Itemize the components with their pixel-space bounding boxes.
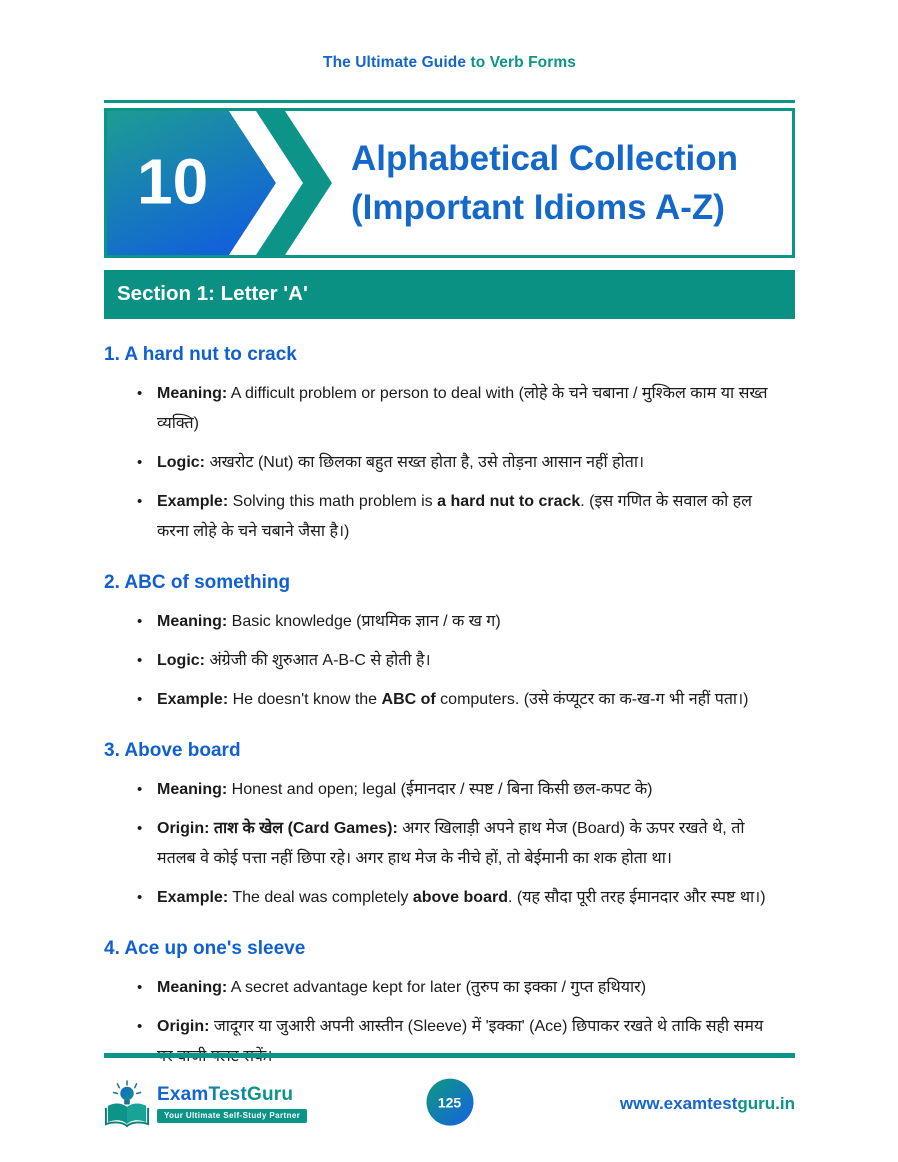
- page-footer: [104, 1053, 795, 1130]
- idiom-title: 1. A hard nut to crack: [104, 344, 297, 365]
- idiom-entry: [104, 938, 795, 1072]
- bullet-text: A secret advantage kept for later (तुरुप का इक्का / गुप्त हथियार): [227, 979, 647, 996]
- content-column: [104, 0, 795, 1081]
- chapter-title-line1: Alphabetical Collection: [351, 139, 738, 178]
- bullet-bold-text: ABC of: [381, 691, 436, 708]
- website-link[interactable]: [620, 1094, 795, 1114]
- idiom-bullet: [135, 973, 783, 1003]
- chapter-number: 10: [137, 145, 209, 218]
- website-link-part1: www.examtest: [619, 1094, 738, 1113]
- brand-wordmark: [157, 1085, 307, 1106]
- idiom-bullet: [135, 448, 783, 478]
- bullet-bold-text: Meaning:: [157, 979, 228, 996]
- idiom-title: 4. Ace up one's sleeve: [104, 938, 306, 959]
- bullet-bold-text: Origin: ताश के खेल (Card Games):: [157, 820, 398, 837]
- idiom-bullet: [135, 775, 783, 805]
- bullet-text: . (यह सौदा पूरी तरह ईमानदार और स्पष्ट था।): [507, 889, 766, 906]
- idiom-bullet: [135, 883, 783, 913]
- bullet-bold-text: a hard nut to crack: [437, 493, 581, 510]
- bullet-text: computers. (उसे कंप्यूटर का क-ख-ग भी नहीं पता।): [435, 691, 749, 708]
- idiom-entry: [104, 572, 795, 715]
- idiom-bullet: [135, 646, 783, 676]
- idiom-bullet: [135, 814, 783, 874]
- idiom-bullet: [135, 487, 783, 547]
- bullet-bold-text: Origin:: [157, 1018, 210, 1035]
- bullet-bold-text: Example:: [157, 691, 229, 708]
- idiom-bullets: [104, 379, 795, 547]
- bullet-bold-text: Meaning:: [157, 385, 228, 402]
- idiom-entry: [104, 740, 795, 913]
- website-link-part2: guru.in: [737, 1094, 795, 1113]
- bullet-text: अंग्रेजी की शुरुआत A-B-C से होती है।: [205, 652, 431, 669]
- chapter-title-line2: (Important Idioms A-Z): [351, 188, 725, 227]
- running-header-text-right: to Verb Forms: [466, 54, 576, 71]
- section-header: Section 1: Letter 'A': [104, 270, 795, 319]
- brand-tagline: Your Ultimate Self-Study Partner: [157, 1109, 307, 1124]
- running-header: [104, 0, 795, 72]
- bullet-text: Basic knowledge (प्राथमिक ज्ञान / क ख ग): [227, 613, 501, 630]
- chapter-banner: [104, 108, 795, 258]
- bullet-text: The deal was completely: [228, 889, 413, 906]
- bullet-text: अगर खिलाड़ी अपने हाथ मेज (Board) के ऊपर रखते थे, तो मतलब वे कोई पत्ता नहीं छिपा रहे। अगर हाथ मेज के नीचे हों, तो बेईमानी का शक होता था।: [157, 820, 745, 867]
- bullet-text: Honest and open; legal (ईमानदार / स्पष्ट / बिना किसी छल-कपट के): [227, 781, 653, 798]
- idiom-entry: [104, 344, 795, 547]
- idiom-bullets: [104, 607, 795, 715]
- bullet-text: A difficult problem or person to deal with (लोहे के चने चबाना / मुश्किल काम या सख्त व्यक्ति): [157, 385, 768, 432]
- idiom-bullet: [135, 607, 783, 637]
- bullet-bold-text: Example:: [157, 493, 229, 510]
- bullet-bold-text: Logic:: [157, 652, 205, 669]
- idiom-bullet: [135, 379, 783, 439]
- bullet-text: . (इस गणित के सवाल को हल करना लोहे के चने चबाने जैसा है।): [157, 493, 753, 540]
- idiom-title: 3. Above board: [104, 740, 241, 761]
- idiom-title: 2. ABC of something: [104, 572, 291, 593]
- bullet-bold-text: above board: [412, 889, 508, 906]
- page-number-badge: 125: [426, 1079, 473, 1126]
- book-lightbulb-icon: [104, 1080, 150, 1128]
- idiom-bullets: [104, 775, 795, 913]
- top-divider: [104, 100, 795, 103]
- bullet-bold-text: Logic:: [157, 454, 205, 471]
- footer-row: [104, 1078, 795, 1130]
- brand-logo: [104, 1080, 307, 1128]
- brand-wordmark-part3: Guru: [246, 1083, 294, 1105]
- bullet-text: अखरोट (Nut) का छिलका बहुत सख्त होता है, उसे तोड़ना आसान नहीं होता।: [205, 454, 645, 471]
- bullet-text: जादूगर या जुआरी अपनी आस्तीन (Sleeve) में 'इक्का' (Ace) छिपाकर रखते थे ताकि सही समय पर बाजी पलट सकें।: [157, 1018, 764, 1065]
- brand-wordmark-part2: Test: [208, 1083, 247, 1105]
- bullet-text: Solving this math problem is: [228, 493, 438, 510]
- chapter-title: [337, 111, 792, 255]
- idiom-list: [104, 344, 795, 1072]
- idiom-bullet: [135, 685, 783, 715]
- bullet-bold-text: Example:: [157, 889, 229, 906]
- running-header-text-left: The Ultimate Guide: [323, 54, 467, 71]
- footer-divider: [104, 1053, 795, 1058]
- bullet-bold-text: Meaning:: [157, 781, 228, 798]
- brand-wordmark-part1: Exam: [157, 1083, 209, 1105]
- bullet-bold-text: Meaning:: [157, 613, 228, 630]
- bullet-text: He doesn't know the: [228, 691, 382, 708]
- brand-logo-text: [157, 1085, 307, 1124]
